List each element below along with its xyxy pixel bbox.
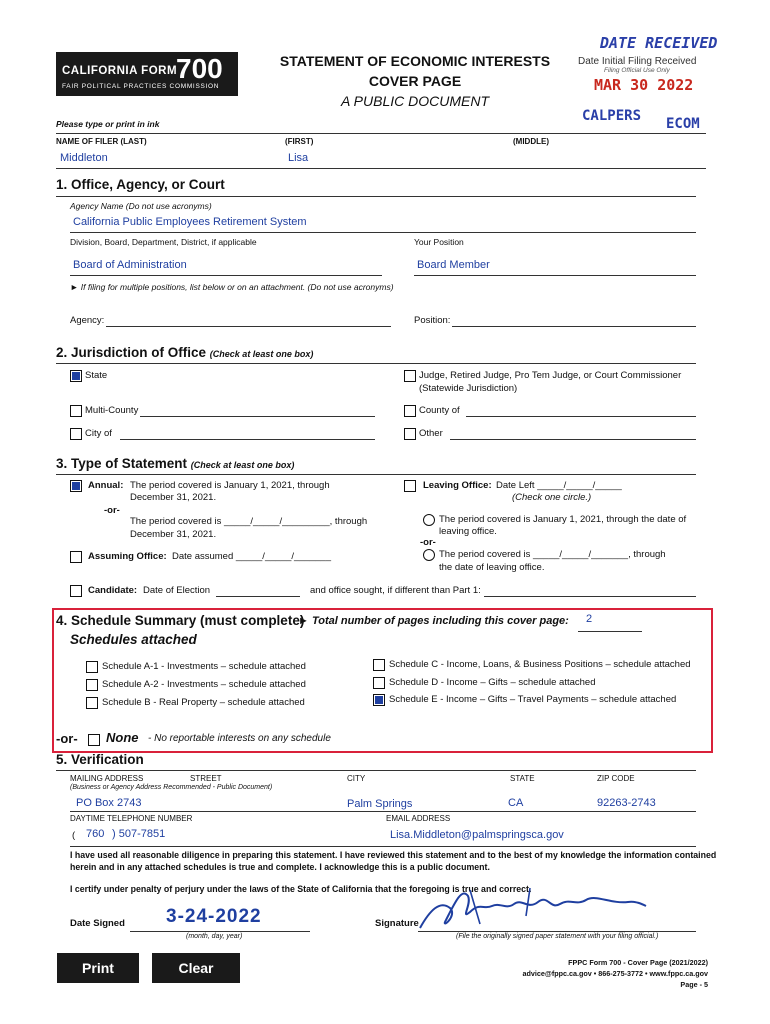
commission-name: FAIR POLITICAL PRACTICES COMMISSION xyxy=(62,83,220,90)
county-checkbox[interactable] xyxy=(404,405,416,417)
calpers-stamp: CALPERS xyxy=(582,108,642,124)
city-label: City of xyxy=(85,428,112,439)
leaving-option-1[interactable] xyxy=(423,514,435,526)
agency2-label: Agency: xyxy=(70,315,105,326)
multi-county-checkbox[interactable] xyxy=(70,405,82,417)
state-field-label: STATE xyxy=(510,774,535,783)
judge-checkbox[interactable] xyxy=(404,370,416,382)
state-field[interactable]: CA xyxy=(508,797,524,809)
statement-line-1: I have used all reasonable diligence in preparing this statement. I have reviewed this statement and to the best of my knowledge the information contained xyxy=(70,850,717,860)
email-label: EMAIL ADDRESS xyxy=(386,814,451,823)
area-code-field[interactable]: 760 xyxy=(86,828,105,840)
footer-contact: advice@fppc.ca.gov • 866-275-3772 • www.fppc.ca.gov xyxy=(522,969,708,978)
candidate-election: Date of Election xyxy=(143,585,211,596)
schedule-d-label: Schedule D - Income – Gifts – schedule attached xyxy=(389,677,596,688)
section-2-heading: 2. Jurisdiction of Office (Check at least one box) xyxy=(56,345,314,360)
received-date-stamp: MAR 30 2022 xyxy=(594,76,694,94)
section-5-heading: 5. Verification xyxy=(56,752,144,767)
or-label-2: -or- xyxy=(420,537,436,548)
agency-field[interactable]: California Public Employees Retirement System xyxy=(73,216,307,228)
schedule-e-label: Schedule E - Income – Gifts – Travel Payments – schedule attached xyxy=(389,694,677,705)
position-field[interactable]: Board Member xyxy=(417,259,490,271)
schedule-c-checkbox[interactable] xyxy=(373,659,385,671)
other-label: Other xyxy=(419,428,443,439)
city-field-label: CITY xyxy=(347,774,366,783)
leaving-option-2-text-2: the date of leaving office. xyxy=(439,562,545,573)
section-3-hint: (Check at least one box) xyxy=(190,460,295,470)
multi-county-label: Multi-County xyxy=(85,405,139,416)
zip-field[interactable]: 92263-2743 xyxy=(597,797,656,809)
section-1-heading: 1. Office, Agency, or Court xyxy=(56,177,225,192)
none-label: None xyxy=(106,730,139,745)
first-name-field[interactable]: Lisa xyxy=(288,152,309,164)
clear-button[interactable]: Clear xyxy=(152,953,240,983)
phone-label: DAYTIME TELEPHONE NUMBER xyxy=(70,814,193,823)
schedule-c-label: Schedule C - Income, Loans, & Business Positions – schedule attached xyxy=(389,659,691,670)
address-field[interactable]: PO Box 2743 xyxy=(76,797,142,809)
section-4-heading: 4. Schedule Summary (must complete) xyxy=(56,613,305,628)
form-number: 700 xyxy=(176,53,223,84)
date-signed-label: Date Signed xyxy=(70,918,125,929)
or-none-label: -or- xyxy=(56,731,78,746)
schedule-d-checkbox[interactable] xyxy=(373,677,385,689)
judge-label-2: (Statewide Jurisdiction) xyxy=(419,383,518,394)
annual-label: Annual: xyxy=(88,480,124,491)
print-button[interactable]: Print xyxy=(57,953,139,983)
section-3-heading: 3. Type of Statement (Check at least one box) xyxy=(56,456,295,471)
ink-instruction: Please type or print in ink xyxy=(56,119,160,129)
footer-page: Page - 5 xyxy=(680,980,708,989)
form-logo xyxy=(56,52,238,96)
schedule-a1-label: Schedule A-1 - Investments – schedule attached xyxy=(102,661,306,672)
title-cover: COVER PAGE xyxy=(368,73,462,89)
or-label: -or- xyxy=(104,505,120,516)
schedules-attached-heading: Schedules attached xyxy=(70,632,197,647)
annual-text-1: The period covered is January 1, 2021, through xyxy=(130,480,330,491)
division-field[interactable]: Board of Administration xyxy=(73,259,187,271)
leaving-option-2[interactable] xyxy=(423,549,435,561)
title-public: A PUBLIC DOCUMENT xyxy=(340,93,490,109)
leaving-label: Leaving Office: xyxy=(423,480,492,491)
assuming-checkbox[interactable] xyxy=(70,551,82,563)
position-label: Your Position xyxy=(414,237,464,247)
mailing-address-label: MAILING ADDRESS xyxy=(70,774,144,783)
period-text-1: The period covered is _____/_____/_________, through xyxy=(130,516,368,527)
date-initial-label: Date Initial Filing Received xyxy=(578,56,697,67)
county-label: County of xyxy=(419,405,460,416)
assuming-date[interactable]: Date assumed _____/_____/_______ xyxy=(172,551,331,562)
schedule-a2-label: Schedule A-2 - Investments – schedule attached xyxy=(102,679,306,690)
schedule-e-checkbox[interactable] xyxy=(373,694,385,706)
street-label: STREET xyxy=(190,774,222,783)
date-signed-field[interactable]: 3-24-2022 xyxy=(166,906,262,927)
period-text-2: December 31, 2021. xyxy=(130,529,217,540)
phone-field[interactable]: ) 507-7851 xyxy=(112,828,166,840)
certify-statement: I certify under penalty of perjury under the laws of the State of California that the foregoing is true and correct. xyxy=(70,884,532,894)
leaving-option-1-text: The period covered is January 1, 2021, through the date of xyxy=(439,514,687,525)
other-checkbox[interactable] xyxy=(404,428,416,440)
statement-line-2: herein and in any attached schedules is true and complete. I acknowledge this is a public document. xyxy=(70,862,490,872)
signature-label: Signature xyxy=(375,918,419,929)
division-label: Division, Board, Department, District, if applicable xyxy=(70,237,257,247)
leaving-option-2-text: The period covered is _____/_____/_______, through xyxy=(439,549,666,560)
none-description: - No reportable interests on any schedule xyxy=(148,733,331,744)
state-checkbox[interactable] xyxy=(70,370,82,382)
zip-label: ZIP CODE xyxy=(597,774,635,783)
leaving-option-1-text-2: leaving office. xyxy=(439,526,497,537)
assuming-label: Assuming Office: xyxy=(88,551,167,562)
footer-form: FPPC Form 700 - Cover Page (2021/2022) xyxy=(568,958,708,967)
title-statement: STATEMENT OF ECONOMIC INTERESTS xyxy=(279,53,551,69)
multiple-positions-note: ► If filing for multiple positions, list below or on an attachment. (Do not use acronyms) xyxy=(70,282,394,292)
form-label: CALIFORNIA FORM xyxy=(62,65,178,77)
city-field[interactable]: Palm Springs xyxy=(347,798,413,810)
filing-official-label: Filing Official Use Only xyxy=(604,67,670,74)
annual-checkbox[interactable] xyxy=(70,480,82,492)
name-label: NAME OF FILER (LAST) xyxy=(56,137,147,146)
signature-image xyxy=(410,880,650,938)
city-checkbox[interactable] xyxy=(70,428,82,440)
schedule-b-label: Schedule B - Real Property – schedule attached xyxy=(102,697,305,708)
candidate-checkbox[interactable] xyxy=(70,585,82,597)
candidate-label: Candidate: xyxy=(88,585,138,596)
section-2-hint: (Check at least one box) xyxy=(209,349,314,359)
ecom-stamp: ECOM xyxy=(666,116,700,132)
schedule-b-checkbox[interactable] xyxy=(86,697,98,709)
last-name-field[interactable]: Middleton xyxy=(60,152,108,164)
phone-open-paren: ( xyxy=(72,830,76,841)
leaving-checkbox[interactable] xyxy=(404,480,416,492)
judge-label: Judge, Retired Judge, Pro Tem Judge, or Court Commissioner xyxy=(419,370,682,381)
none-checkbox[interactable] xyxy=(88,734,100,746)
position2-label: Position: xyxy=(414,315,451,326)
email-field[interactable]: Lisa.Middleton@palmspringsca.gov xyxy=(390,829,564,841)
date-hint: (month, day, year) xyxy=(186,933,243,940)
schedule-a2-checkbox[interactable] xyxy=(86,679,98,691)
check-circle-note: (Check one circle.) xyxy=(512,492,592,503)
total-pages-label: ► Total number of pages including this cover page: xyxy=(298,615,569,627)
mailing-hint: (Business or Agency Address Recommended - Public Document) xyxy=(70,784,273,791)
candidate-office: and office sought, if different than Part 1: xyxy=(310,585,481,596)
signature-hint: (File the originally signed paper statement with your filing official.) xyxy=(456,933,659,940)
state-label: State xyxy=(85,370,108,381)
total-pages-field[interactable]: 2 xyxy=(586,613,593,625)
leaving-date[interactable]: Date Left _____/_____/_____ xyxy=(496,480,622,491)
first-label: (FIRST) xyxy=(285,137,314,146)
agency-label: Agency Name (Do not use acronyms) xyxy=(70,201,212,211)
annual-text-2: December 31, 2021. xyxy=(130,492,217,503)
middle-label: (MIDDLE) xyxy=(513,137,549,146)
schedule-a1-checkbox[interactable] xyxy=(86,661,98,673)
date-received-stamp: DATE RECEIVED xyxy=(600,34,718,52)
